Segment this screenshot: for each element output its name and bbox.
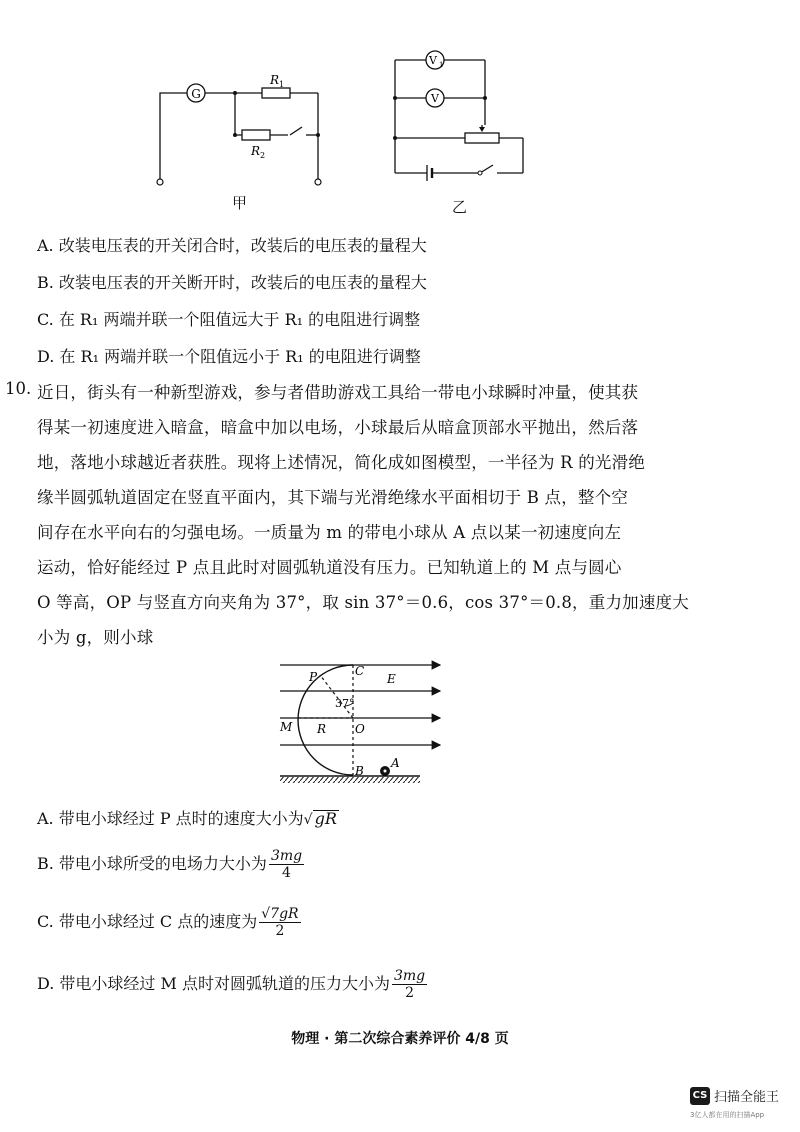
q9-option-a: A. 改装电压表的开关闭合时，改装后的电压表的量程大 — [37, 236, 427, 255]
point-m-label: M — [280, 720, 293, 734]
caption-jia: 甲 — [232, 194, 248, 212]
q10-option-c — [37, 906, 301, 939]
fraction-numerator: 3mg — [270, 848, 303, 864]
q10-option-d-text: D. 带电小球经过 M 点时对圆弧轨道的压力大小为 — [37, 974, 390, 993]
semicircle-track-figure — [275, 655, 450, 790]
point-a-label: A — [391, 756, 400, 770]
q10-option-b — [37, 848, 304, 881]
camscanner-logo-icon: CS — [690, 1087, 710, 1105]
q10-line: 运动，恰好能经过 P 点且此时对圆弧轨道没有压力。已知轨道上的 M 点与圆心 — [37, 558, 622, 577]
q9-option-d: D. 在 R₁ 两端并联一个阻值远小于 R₁ 的电阻进行调整 — [37, 347, 421, 366]
point-c-label: C — [355, 664, 365, 678]
voltmeter1-subscript: 1 — [439, 61, 444, 69]
fraction-numerator: √7gR — [261, 906, 299, 922]
q9-option-c: C. 在 R₁ 两端并联一个阻值远大于 R₁ 的电阻进行调整 — [37, 310, 421, 329]
circuit-figure-jia — [150, 75, 330, 190]
q10-line: 得某一初速度进入暗盒，暗盒中加以电场，小球最后从暗盒顶部水平抛出，然后落 — [37, 418, 639, 437]
camscanner-name: 扫描全能王 — [714, 1090, 780, 1105]
radius-r-label: R — [317, 722, 327, 736]
fraction-denominator: 2 — [405, 985, 415, 1001]
q10-option-c-text: C. 带电小球经过 C 点的速度为 — [37, 912, 258, 931]
r2-subscript: 2 — [260, 151, 266, 160]
q10-line: 近日，街头有一种新型游戏，参与者借助游戏工具给一带电小球瞬时冲量，使其获 — [37, 383, 639, 402]
q10-line: O 等高，OP 与竖直方向夹角为 37°，取 sin 37°＝0.6，cos 37°＝0.8，重力加速度大 — [37, 593, 689, 612]
angle-label: 37° — [335, 697, 355, 710]
q10-option-a: A. 带电小球经过 P 点时的速度大小为√ gR — [37, 809, 337, 828]
page-footer: 物理 · 第二次综合素养评价 4/8 页 — [291, 1031, 509, 1047]
point-b-label: B — [355, 764, 364, 778]
field-e-label: E — [387, 672, 396, 686]
r1-subscript: 1 — [279, 80, 285, 89]
galvanometer-label: G — [191, 87, 201, 101]
r2-label: R — [251, 144, 261, 158]
q10-number: 10. — [5, 379, 32, 398]
q10-option-a-sqrt: gR — [314, 809, 337, 828]
fraction-numerator: 3mg — [394, 968, 426, 984]
q10-line: 间存在水平向右的匀强电场。一质量为 m 的带电小球从 A 点以某一初速度向左 — [37, 523, 622, 542]
q10-option-d — [37, 968, 427, 1001]
camscanner-tagline: 3亿人都在用的扫描App — [690, 1111, 765, 1119]
r1-label: R — [270, 75, 280, 87]
caption-yi: 乙 — [452, 198, 468, 216]
circuit-figure-yi — [385, 45, 535, 190]
fraction-denominator: 2 — [275, 923, 285, 939]
q10-option-b-fraction — [269, 848, 304, 881]
q10-option-a-text: A. 带电小球经过 P 点时的速度大小为 — [37, 809, 304, 828]
q10-line: 小为 g，则小球 — [37, 628, 154, 647]
q10-line: 缘半圆弧轨道固定在竖直平面内，其下端与光滑绝缘水平面相切于 B 点，整个空 — [37, 488, 629, 507]
q9-option-b: B. 改装电压表的开关断开时，改装后的电压表的量程大 — [37, 273, 427, 292]
point-p-label: P — [309, 670, 318, 684]
fraction-denominator: 4 — [282, 865, 291, 881]
q10-option-c-fraction — [259, 906, 300, 939]
q10-option-b-text: B. 带电小球所受的电场力大小为 — [37, 854, 267, 873]
q10-option-d-fraction — [392, 968, 427, 1001]
center-o-label: O — [355, 722, 365, 736]
q10-line: 地，落地小球越近者获胜。现将上述情况，简化成如图模型，一半径为 R 的光滑绝 — [37, 453, 646, 472]
voltmeter1-label: V — [429, 54, 437, 67]
voltmeter-label: V — [431, 92, 439, 105]
